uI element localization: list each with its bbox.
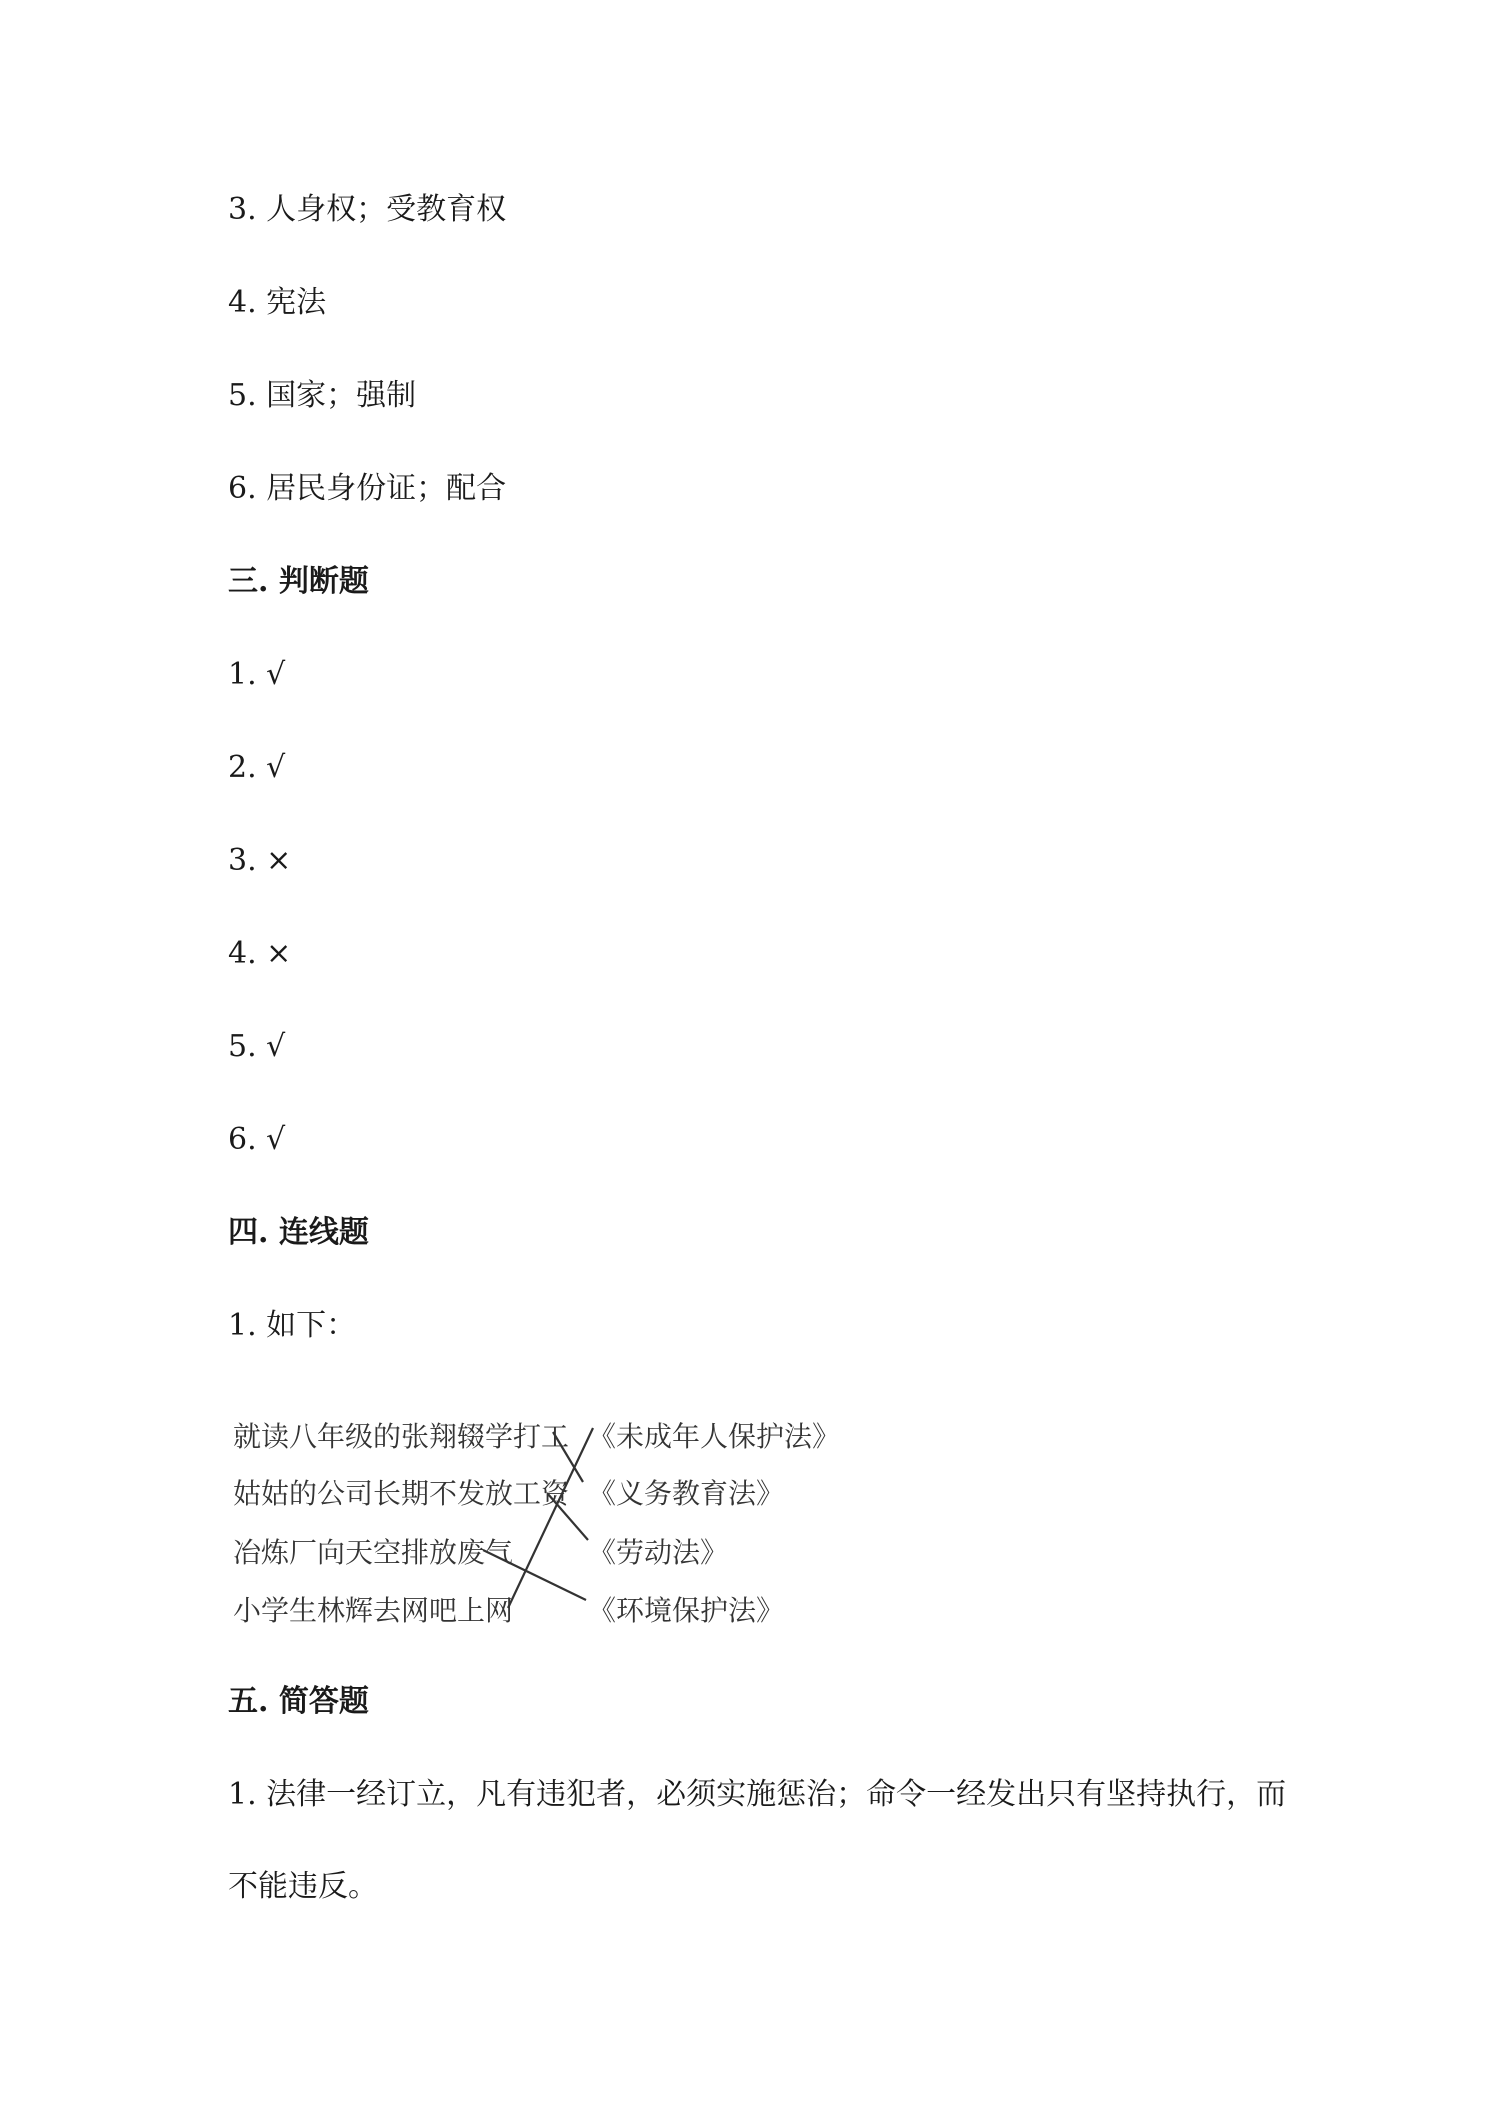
matching-left-3: 冶炼厂向天空排放废气 — [233, 1536, 514, 1569]
judgement-answer-6: 6. √ — [228, 1122, 286, 1157]
judgement-answer-4: 4. × — [228, 936, 292, 971]
matching-left-1: 就读八年级的张翔辍学打工 — [233, 1420, 570, 1453]
judgement-answer-5: 5. √ — [228, 1029, 286, 1064]
short-answer-1 — [228, 1775, 1288, 1907]
fill-answer-3: 3. 人身权；受教育权 — [228, 192, 507, 227]
matching-right-1: 《未成年人保护法》 — [588, 1420, 841, 1453]
section-title-short-answer: 五. 简答题 — [228, 1684, 369, 1719]
match-line-4 — [508, 1428, 593, 1608]
judgement-answer-3: 3. × — [228, 843, 292, 878]
matching-right-2: 《义务教育法》 — [588, 1477, 785, 1510]
fill-answer-5: 5. 国家；强制 — [228, 378, 417, 413]
fill-answer-6: 6. 居民身份证；配合 — [228, 471, 507, 506]
matching-question-1: 1. 如下： — [228, 1308, 357, 1343]
judgement-answer-2: 2. √ — [228, 750, 286, 785]
short-answer-line-1: 1. 法律一经订立，凡有违犯者，必须实施惩治；命令一经发出只有坚持执行，而 — [228, 1777, 1287, 1812]
matching-right-3: 《劳动法》 — [588, 1536, 729, 1569]
matching-left-2: 姑姑的公司长期不发放工资 — [233, 1477, 570, 1510]
judgement-answer-1: 1. √ — [228, 657, 286, 692]
section-title-judgement: 三. 判断题 — [228, 564, 369, 599]
matching-left-4: 小学生林辉去网吧上网 — [233, 1594, 514, 1627]
matching-figure — [228, 1410, 848, 1650]
short-answer-line-2: 不能违反。 — [228, 1869, 378, 1904]
fill-answer-4: 4. 宪法 — [228, 285, 327, 320]
matching-right-4: 《环境保护法》 — [588, 1594, 785, 1627]
section-title-matching: 四. 连线题 — [228, 1215, 369, 1250]
